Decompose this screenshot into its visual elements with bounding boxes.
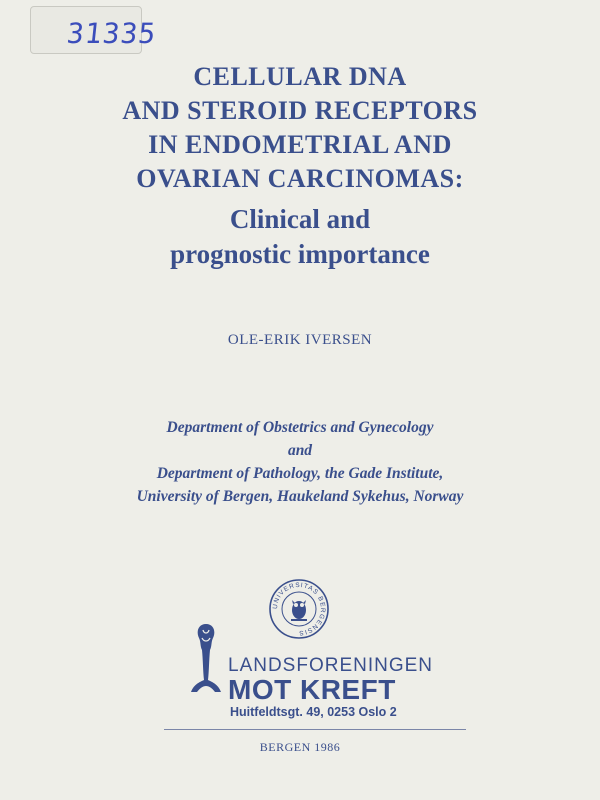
affiliation-line: and xyxy=(287,442,313,459)
landsforeningen-logo-icon xyxy=(188,620,224,700)
publisher-address: Huitfeldtsgt. 49, 0253 Oslo 2 xyxy=(230,705,397,719)
publisher-tagline: MOT KREFT xyxy=(228,674,396,705)
affiliation xyxy=(0,416,600,508)
title-line: AND STEROID RECEPTORS xyxy=(122,96,478,125)
catalog-stamp xyxy=(30,6,159,54)
title-line: IN ENDOMETRIAL AND xyxy=(148,130,452,159)
publisher-name: LANDSFORENINGEN xyxy=(228,655,434,676)
main-title xyxy=(0,60,600,196)
author-name: OLE-ERIK IVERSEN xyxy=(227,332,373,348)
subtitle-line: prognostic importance xyxy=(170,239,430,269)
seal-text: UNIVERSITAS BERGENSIS xyxy=(271,581,327,637)
title-line: CELLULAR DNA xyxy=(193,62,407,91)
affiliation-line: University of Bergen, Haukeland Sykehus, Norway xyxy=(136,488,464,505)
title-line: OVARIAN CARCINOMAS: xyxy=(136,164,464,193)
imprint: BERGEN 1986 xyxy=(259,740,341,754)
university-seal-icon xyxy=(268,578,330,640)
subtitle-line: Clinical and xyxy=(229,204,371,234)
catalog-number: 31335 xyxy=(65,17,159,50)
affiliation-line: Department of Obstetrics and Gynecology xyxy=(166,419,434,436)
affiliation-line: Department of Pathology, the Gade Institute, xyxy=(156,465,444,482)
subtitle xyxy=(0,202,600,272)
divider xyxy=(164,729,466,730)
